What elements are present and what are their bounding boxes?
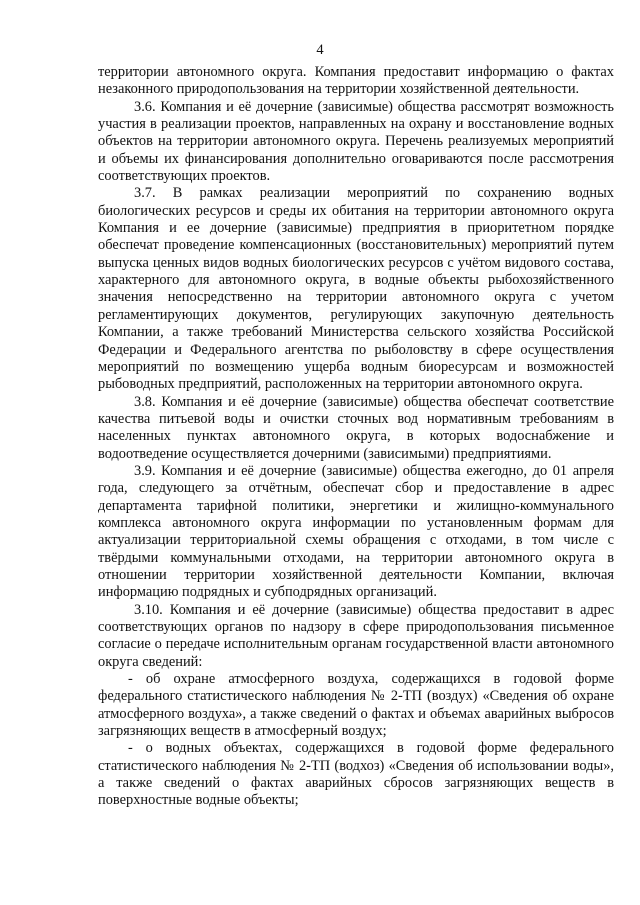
paragraph-3-10: 3.10. Компания и её дочерние (зависимые) общества предоставит в адрес соответствующих органов по надзору в сфере природопользования письменное согласие о передаче исполнительным органам государственной власти автономного округа сведений: xyxy=(98,601,614,670)
paragraph-3-8: 3.8. Компания и её дочерние (зависимые) общества обеспечат соответствие качества питьевой воды и очистки сточных вод нормативным требованиям в населенных пунктах автономного округа, в которых водоснабжение и водоотведение осуществляется дочерними (зависимыми) предприятиями. xyxy=(98,393,614,462)
paragraph-3-6: 3.6. Компания и её дочерние (зависимые) общества рассмотрят возможность участия в реализации проектов, направленных на охрану и восстановление водных объектов на территории автономного округа. Перечень реализуемых мероприятий и объемы их финансирования дополнительно оговариваются после рассмотрения соответствующих проектов. xyxy=(98,98,614,185)
paragraph-continuation: территории автономного округа. Компания предоставит информацию о фактах незаконного природопользования на территории хозяйственной деятельности. xyxy=(98,64,614,98)
document-body xyxy=(98,64,614,810)
list-item-water: - о водных объектах, содержащихся в годовой форме федерального статистического наблюдения № 2-ТП (водхоз) «Сведения об использовании воды», а также сведений о фактах аварийных сбросов загрязняющих веществ в поверхностные водные объекты; xyxy=(98,740,614,809)
paragraph-3-9: 3.9. Компания и её дочерние (зависимые) общества ежегодно, до 01 апреля года, следующего за отчётным, обеспечат сбор и предоставление в адрес департамента тарифной политики, энергетики и жилищно-коммунального комплекса автономного округа информации по установленным формам для актуализации территориальной схемы обращения с отходами, в том числе с твёрдыми коммунальными отходами, на территории автономного округа в отношении территории хозяйственной деятельности Компании, включая информацию подрядных и субподрядных организаций. xyxy=(98,462,614,601)
list-item-air: - об охране атмосферного воздуха, содержащихся в годовой форме федерального статистического наблюдения № 2-ТП (воздух) «Сведения об охране атмосферного воздуха», а также сведений о фактах и объемах аварийных выбросов загрязняющих веществ в атмосферный воздух; xyxy=(98,671,614,740)
paragraph-3-7: 3.7. В рамках реализации мероприятий по сохранению водных биологических ресурсов и среды их обитания на территории автономного округа Компания и ее дочерние (зависимые) предприятия в приоритетном порядке обеспечат проведение компенсационных (восстановительных) мероприятий путем выпуска ценных видов водных биологических ресурсов с учётом видового состава, характерного для автономного округа, в водные объекты рыбохозяйственного значения непосредственно на территории автономного округа с учетом регламентирующих документов, регулирующих закупочную деятельность Компании, а также требований Министерства сельского хозяйства Российской Федерации и Федерального агентства по рыболовству в сфере осуществления мероприятий по возмещению ущерба водным биоресурсам и возможностей рыбоводных предприятий, расположенных на территории автономного округа. xyxy=(98,185,614,393)
page-number: 4 xyxy=(316,42,324,58)
